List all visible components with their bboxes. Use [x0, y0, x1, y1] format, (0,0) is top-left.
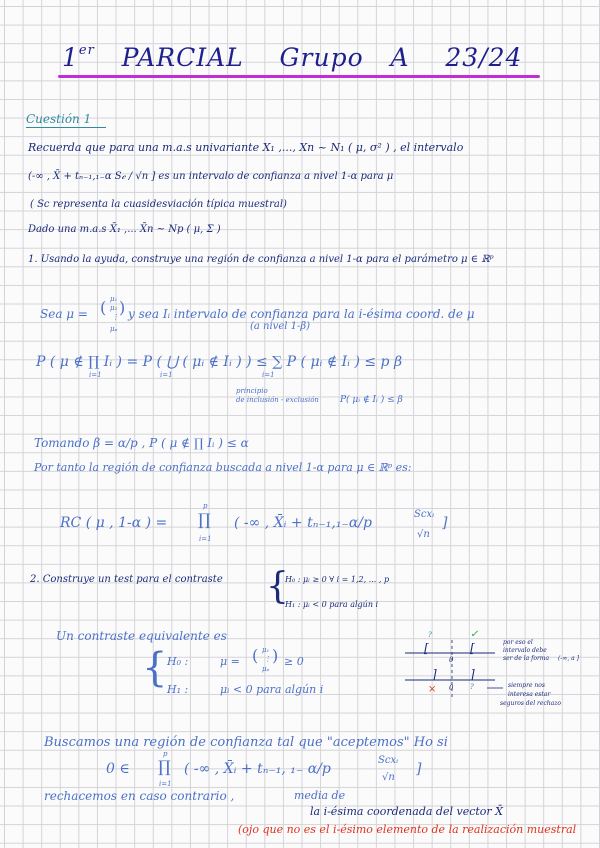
inclusion-exclusion-note: de inclusión - exclusión	[236, 396, 319, 404]
confidence-region-close: ]	[442, 515, 448, 531]
confidence-region-frac-num: Scxᵢ	[414, 509, 435, 520]
h0-equivalent-mu: μ =	[220, 655, 240, 668]
final-region-rhs: ( -∞ , X̄ᵢ + tₙ₋₁, ₁₋ α/p	[184, 761, 331, 777]
diagram-note: seguros del rechazo	[500, 700, 562, 707]
hypotheses-brace: {	[266, 566, 289, 607]
diagram-bracket: [	[470, 641, 475, 655]
note-coordinate: la i-ésima coordenada del vector X̄	[310, 805, 503, 818]
title-word-parcial: PARCIAL	[121, 43, 244, 72]
diagram-question-mark: ?	[470, 683, 474, 691]
mu-vector-entry: ⋮	[112, 313, 119, 321]
sum-index: i=1	[262, 371, 275, 379]
diagram-bracket: ]	[470, 667, 475, 681]
taking-beta: Tomando β = α/p , P ( μ ∉ ∏ Iᵢ ) ≤ α	[34, 436, 249, 450]
diagram-note: ser de la forma	[503, 655, 550, 662]
diagram-bracket: ]	[432, 667, 437, 681]
final-region-lhs: 0 ∈	[106, 761, 130, 777]
mu-vector-entry: μ₁	[110, 295, 118, 303]
red-warning-note: (ojo que no es el i-ésimo elemento de la realización muestral	[238, 823, 577, 836]
diagram-cross-mark: ×	[428, 684, 437, 695]
final-region-frac-den: √n	[382, 772, 395, 783]
confidence-region-product: ∏	[198, 510, 211, 529]
union-index: i=1	[160, 371, 173, 379]
bound-note: P( μᵢ ∉ Iᵢ ) ≤ β	[340, 395, 403, 405]
interval-definition: y sea Iᵢ intervalo de confianza para la i-ésima coord. de μ	[128, 307, 475, 321]
final-region-frac-num: Scxᵢ	[378, 755, 399, 766]
diagram-zero: 0	[449, 656, 454, 664]
confidence-region-index: i=1	[199, 535, 212, 543]
h1-equivalent-condition: μᵢ < 0 para algún i	[220, 683, 324, 696]
h0-statement: H₀ : μᵢ ≥ 0 ∀ i = 1,2, ... , p	[285, 575, 390, 584]
question-heading: Cuestión 1	[26, 112, 92, 126]
equivalent-brace: {	[142, 645, 168, 691]
part-2-statement: 2. Construye un test para el contraste	[30, 574, 223, 585]
inclusion-exclusion-note: principio	[236, 387, 268, 395]
final-region-top: p	[163, 750, 168, 758]
intro-line-4: Dado una m.a.s X̄₁ ,... X̄n ~ Np ( μ, Σ )	[28, 224, 221, 235]
product-index: i=1	[89, 371, 102, 379]
confidence-region-rhs: ( -∞ , X̄ᵢ + tₙ₋₁,₁₋α/p	[234, 515, 372, 531]
h0-equivalent-geq: ≥ 0	[284, 655, 304, 668]
diagram-zero: 0	[449, 684, 454, 692]
mu-vector-bracket-left: (	[100, 298, 107, 317]
confidence-region-frac-den: √n	[417, 529, 430, 540]
h0-vector-entry: ⋮	[264, 655, 271, 663]
probability-inequality: P ( μ ∉ ∏ Iᵢ ) = P ( ⋃ ( μᵢ ∉ Iᵢ ) ) ≤ ∑ P ( μᵢ ∉ Iᵢ ) ≤ p β	[36, 354, 403, 370]
title-word-year: 23/24	[445, 43, 523, 72]
h1-equivalent-label: H₁ :	[167, 683, 189, 696]
diagram-note: siempre nos	[508, 682, 545, 689]
intro-line-3: ( Sc representa la cuasidesviación típica muestral)	[30, 199, 287, 210]
diagram-bracket: [	[424, 641, 429, 655]
h0-vector-bracket-left: (	[252, 646, 259, 665]
final-region-product: ∏	[158, 757, 171, 776]
search-region-line: Buscamos una región de confianza tal que "aceptemos" Ho si	[44, 735, 448, 750]
mu-vector-entry: μₚ	[110, 325, 118, 333]
equivalent-test-label: Un contraste equivalente es	[56, 629, 227, 643]
intro-line-2: (-∞ , X̄ + tₙ₋₁,₁₋α S𝒸 / √n ] es un intervalo de confianza a nivel 1-α para μ	[28, 171, 394, 182]
reject-line: rechacemos en caso contrario ,	[44, 789, 235, 803]
diagram-note: interesa estar	[508, 691, 551, 698]
part-1-statement: 1. Usando la ayuda, construye una región de confianza a nivel 1-α para el parámetro μ ∈ ℝᵖ	[28, 254, 494, 265]
h0-vector-bracket-right: )	[272, 646, 279, 665]
mu-vector-bracket-right: )	[119, 298, 126, 317]
final-region-close: ]	[416, 761, 422, 777]
diagram-check-mark: ✓	[470, 629, 479, 640]
sea-mu-label: Sea μ =	[40, 307, 88, 321]
final-region-index: i=1	[159, 780, 172, 788]
diagram-note: (-∞, a ]	[558, 655, 580, 662]
title-number: 1	[62, 43, 79, 72]
confidence-region-top: p	[203, 502, 208, 510]
title-word-group-letter: A	[390, 43, 410, 72]
therefore-line: Por tanto la región de confianza buscada a nivel 1-α para μ ∈ ℝᵖ es:	[34, 461, 412, 474]
h1-statement: H₁ : μᵢ < 0 para algún i	[285, 600, 379, 609]
diagram-question-mark: ?	[428, 631, 432, 639]
title-word-grupo: Grupo	[279, 43, 364, 72]
intro-line-1: Recuerda que para una m.a.s univariante X₁ ,..., Xn ~ N₁ ( μ, σ² ) , el intervalo	[28, 141, 464, 154]
confidence-region-lhs: RC ( μ , 1-α ) =	[60, 515, 168, 531]
diagram-note: por eso el	[503, 639, 533, 646]
h0-vector-entry: μₚ	[262, 665, 270, 673]
diagram-note: intervalo debe	[503, 647, 547, 654]
note-media: media de	[294, 789, 346, 802]
h0-equivalent-label: H₀ :	[167, 655, 189, 668]
mu-vector-entry: μ₂	[110, 304, 118, 312]
h0-vector-entry: μ₁	[262, 646, 270, 654]
interval-level: (a nivel 1-β)	[250, 321, 311, 332]
title-superscript: er	[78, 43, 95, 58]
